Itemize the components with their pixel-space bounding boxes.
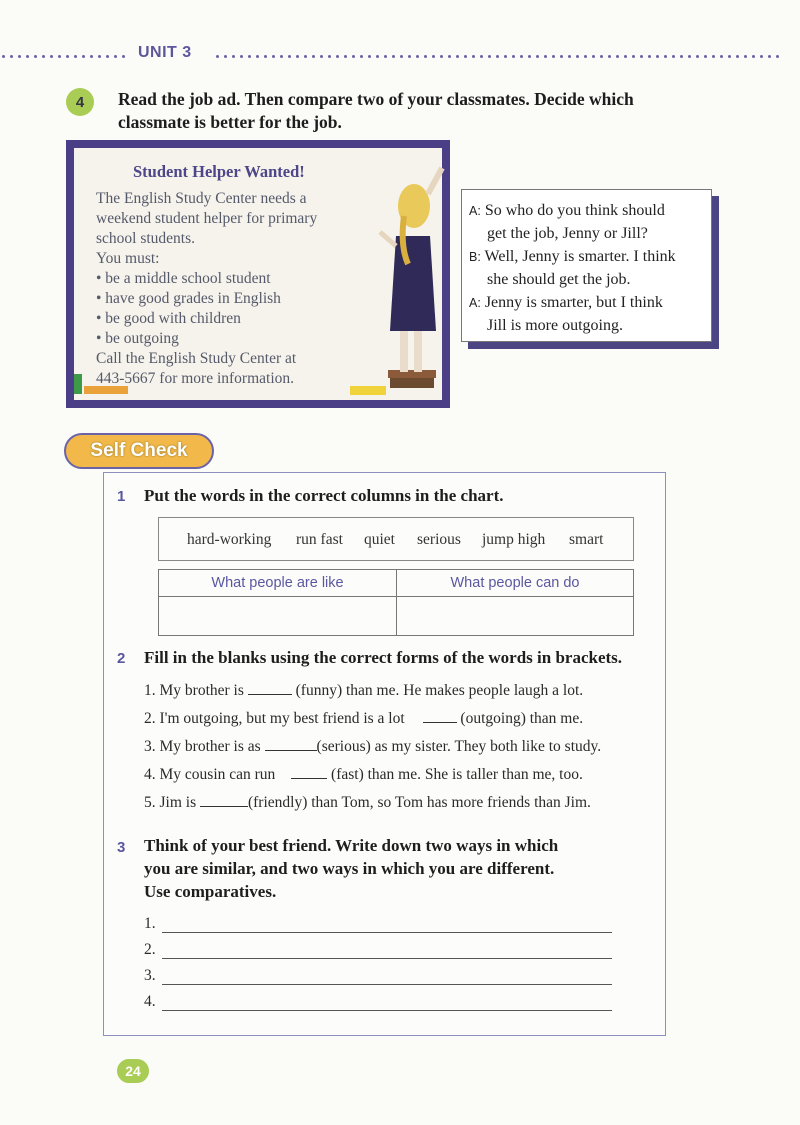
- header-dot: [18, 55, 21, 58]
- header-dot: [496, 55, 499, 58]
- header-dot: [728, 55, 731, 58]
- header-dot: [688, 55, 691, 58]
- header-dot: [248, 55, 251, 58]
- header-dots-right: [216, 52, 784, 60]
- dialogue-line: [487, 225, 648, 243]
- dialogue-line: [469, 202, 665, 220]
- answer-line[interactable]: [162, 1010, 612, 1011]
- word-bank-item: serious: [417, 531, 461, 548]
- question-text: Fill in the blanks using the correct forms of the words in brackets.: [144, 648, 623, 667]
- self-check-title: Self Check: [64, 433, 214, 469]
- item-text-after: (funny) than me. He makes people laugh a lot.: [291, 682, 584, 699]
- header-dot: [384, 55, 387, 58]
- header-dot: [656, 55, 659, 58]
- header-dot: [50, 55, 53, 58]
- header-dot: [432, 55, 435, 58]
- header-dot: [464, 55, 467, 58]
- question-number: 1: [117, 488, 126, 505]
- header-dot: [416, 55, 419, 58]
- speaker-label: A:: [469, 204, 481, 218]
- header-dot: [616, 55, 619, 58]
- dialogue-text: Jenny is smarter, but I think: [484, 294, 663, 311]
- item-text-after: (outgoing) than me.: [456, 710, 584, 727]
- header-dot: [392, 55, 395, 58]
- header-dot: [58, 55, 61, 58]
- unit-label: UNIT 3: [138, 44, 192, 61]
- header-dot: [536, 55, 539, 58]
- fill-blank-item: [144, 708, 583, 728]
- header-dot: [240, 55, 243, 58]
- item-text-after: (friendly) than Tom, so Tom has more friends than Jim.: [247, 794, 591, 811]
- header-dot: [648, 55, 651, 58]
- header-dot: [256, 55, 259, 58]
- answer-blank[interactable]: [200, 792, 248, 807]
- header-dot: [640, 55, 643, 58]
- job-ad-line: 443-5667 for more information.: [96, 370, 295, 387]
- header-dot: [528, 55, 531, 58]
- header-dot: [82, 55, 85, 58]
- header-dot: [768, 55, 771, 58]
- chart-answer-cell-left[interactable]: [159, 597, 396, 635]
- header-dot: [66, 55, 69, 58]
- answer-blank[interactable]: [248, 680, 292, 695]
- job-ad-line: school students.: [96, 230, 196, 247]
- job-ad-line: • be good with children: [96, 310, 241, 327]
- header-dot: [624, 55, 627, 58]
- header-dot: [576, 55, 579, 58]
- header-dot: [400, 55, 403, 58]
- job-ad-line: • be a middle school student: [96, 270, 271, 287]
- item-text-before: My cousin can run: [159, 766, 280, 783]
- fill-blank-item: [144, 736, 601, 756]
- question-text-line-3: Use comparatives.: [144, 882, 277, 901]
- word-bank-item: run fast: [296, 531, 343, 548]
- header-dot: [2, 55, 5, 58]
- header-dot: [744, 55, 747, 58]
- header-dot: [424, 55, 427, 58]
- word-bank-item: quiet: [364, 531, 395, 548]
- header-dot: [704, 55, 707, 58]
- header-dot: [552, 55, 555, 58]
- dialogue-text: Well, Jenny is smarter. I think: [484, 248, 676, 265]
- girl-illustration: [374, 166, 454, 402]
- header-dot: [632, 55, 635, 58]
- header-dot: [720, 55, 723, 58]
- header-dot: [480, 55, 483, 58]
- question-text-line-2: you are similar, and two ways in which you are different.: [144, 859, 555, 878]
- header-dot: [10, 55, 13, 58]
- job-ad-line: weekend student helper for primary: [96, 210, 318, 227]
- header-dot: [752, 55, 755, 58]
- dialogue-line: [469, 248, 676, 266]
- chart-column-header: What people can do: [450, 575, 580, 591]
- answer-blank[interactable]: [291, 764, 327, 779]
- crayon-right-icon: [350, 384, 390, 398]
- item-text-after: (fast) than me. She is taller than me, too.: [327, 766, 583, 783]
- speaker-label: B:: [469, 250, 481, 264]
- chart-column-header: What people are like: [211, 575, 344, 591]
- answer-line[interactable]: [162, 958, 612, 959]
- header-dot: [368, 55, 371, 58]
- header-dot: [90, 55, 93, 58]
- job-ad-line: • be outgoing: [96, 330, 179, 347]
- header-dot: [296, 55, 299, 58]
- header-dot: [584, 55, 587, 58]
- item-text-before: Jim is: [159, 794, 200, 811]
- fill-blank-item: [144, 764, 583, 784]
- answer-number: 3.: [144, 967, 156, 984]
- chart-answer-cell-right[interactable]: [397, 597, 633, 635]
- header-dot: [560, 55, 563, 58]
- item-number: 2.: [144, 710, 156, 727]
- header-dot: [376, 55, 379, 58]
- header-dot: [448, 55, 451, 58]
- word-bank: [158, 517, 634, 561]
- job-ad-line: Call the English Study Center at: [96, 350, 297, 367]
- header-dot: [26, 55, 29, 58]
- question-number: 2: [117, 650, 126, 667]
- question-number: 3: [117, 839, 126, 856]
- job-ad: [66, 140, 450, 408]
- header-dot: [42, 55, 45, 58]
- speaker-label: A:: [469, 296, 481, 310]
- dialogue-text: get the job, Jenny or Jill?: [487, 225, 648, 242]
- header-dot: [352, 55, 355, 58]
- header-dot: [360, 55, 363, 58]
- answer-blank[interactable]: [265, 736, 317, 751]
- dialogue-line: [469, 294, 663, 312]
- header-dots-left: [2, 52, 130, 60]
- header-dot: [232, 55, 235, 58]
- answer-number: 4.: [144, 993, 156, 1010]
- header-dot: [264, 55, 267, 58]
- item-text-before: I'm outgoing, but my best friend is a lot: [159, 710, 409, 727]
- question-text-line-1: Think of your best friend. Write down two ways in which: [144, 836, 559, 855]
- header-dot: [544, 55, 547, 58]
- header-dot: [106, 55, 109, 58]
- header-dot: [680, 55, 683, 58]
- header-dot: [320, 55, 323, 58]
- header-dot: [122, 55, 125, 58]
- header-dot: [344, 55, 347, 58]
- header-dot: [272, 55, 275, 58]
- dialogue-text: she should get the job.: [487, 271, 631, 288]
- header-dot: [304, 55, 307, 58]
- header-dot: [664, 55, 667, 58]
- word-bank-item: smart: [569, 531, 604, 548]
- answer-number: 2.: [144, 941, 156, 958]
- job-ad-title: Student Helper Wanted!: [133, 162, 305, 181]
- answer-number: 1.: [144, 915, 156, 932]
- header-dot: [336, 55, 339, 58]
- header-dot: [280, 55, 283, 58]
- header-dot: [696, 55, 699, 58]
- header-dot: [74, 55, 77, 58]
- word-bank-item: hard-working: [187, 531, 272, 548]
- dialogue-text: So who do you think should: [484, 202, 665, 219]
- header-dot: [592, 55, 595, 58]
- header-dot: [488, 55, 491, 58]
- header-dot: [98, 55, 101, 58]
- header-dot: [224, 55, 227, 58]
- item-text-after: (serious) as my sister. They both like to study.: [316, 738, 602, 755]
- header-dot: [568, 55, 571, 58]
- header-dot: [216, 55, 219, 58]
- header-dot: [288, 55, 291, 58]
- job-ad-line: You must:: [96, 250, 160, 267]
- item-text-before: My brother is: [159, 682, 248, 699]
- item-number: 4.: [144, 766, 156, 783]
- header-dot: [34, 55, 37, 58]
- job-ad-line: The English Study Center needs a: [96, 190, 307, 207]
- dialogue-box: [461, 189, 712, 342]
- header-dot: [312, 55, 315, 58]
- answer-line[interactable]: [162, 932, 612, 933]
- answer-line[interactable]: [162, 984, 612, 985]
- fill-blank-item: [144, 792, 591, 812]
- activity-number-badge: 4: [66, 88, 94, 116]
- header-dot: [736, 55, 739, 58]
- fill-blank-item: [144, 680, 583, 700]
- dialogue-text: Jill is more outgoing.: [487, 317, 623, 334]
- dialogue-line: [487, 271, 631, 289]
- sorting-chart: [158, 569, 634, 636]
- question-text: Put the words in the correct columns in the chart.: [144, 486, 504, 505]
- header-dot: [512, 55, 515, 58]
- activity-instruction-line-1: Read the job ad. Then compare two of your classmates. Decide which: [118, 89, 634, 109]
- word-bank-item: jump high: [482, 531, 546, 548]
- header-dot: [504, 55, 507, 58]
- header-dot: [776, 55, 779, 58]
- header-dot: [472, 55, 475, 58]
- item-number: 1.: [144, 682, 156, 699]
- answer-blank[interactable]: [423, 708, 457, 723]
- job-ad-line: • have good grades in English: [96, 290, 281, 307]
- header-dot: [520, 55, 523, 58]
- header-dot: [328, 55, 331, 58]
- item-number: 5.: [144, 794, 156, 811]
- header-dot: [456, 55, 459, 58]
- dialogue-line: [487, 317, 623, 335]
- header-dot: [760, 55, 763, 58]
- header-dot: [408, 55, 411, 58]
- header-dot: [600, 55, 603, 58]
- header-dot: [712, 55, 715, 58]
- item-number: 3.: [144, 738, 156, 755]
- item-text-before: My brother is as: [159, 738, 265, 755]
- header-dot: [672, 55, 675, 58]
- header-dot: [114, 55, 117, 58]
- activity-instruction-line-2: classmate is better for the job.: [118, 112, 342, 132]
- header-dot: [608, 55, 611, 58]
- header-dot: [440, 55, 443, 58]
- page-number: 24: [117, 1059, 149, 1083]
